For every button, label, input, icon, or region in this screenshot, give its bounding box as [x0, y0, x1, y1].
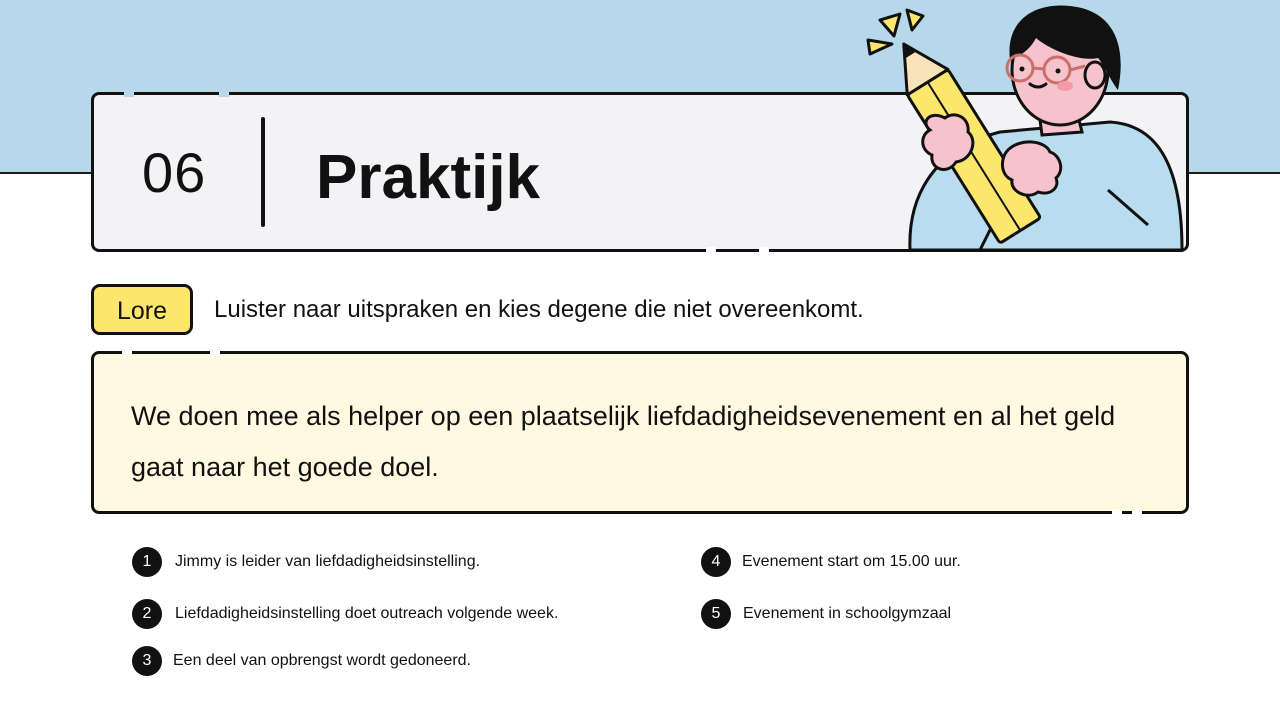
option-number-badge: 4 [701, 547, 731, 577]
title-card-border-gap [759, 247, 769, 253]
exercise-tag: Lore [91, 284, 193, 335]
exercise-instruction: Luister naar uitspraken en kies degene die niet overeenkomt. [214, 296, 864, 323]
passage-card-border-gap [1112, 509, 1122, 515]
passage-text: We doen mee als helper op een plaatselijk liefdadigheidsevenement en al het geld gaat naar het goede doel. [131, 401, 1116, 482]
title-card-border-gap [219, 91, 229, 97]
title-card-border-gap [706, 247, 716, 253]
title-divider [261, 117, 265, 227]
title-card-border-gap [124, 91, 134, 97]
option-text: Een deel van opbrengst wordt gedoneerd. [173, 652, 471, 669]
passage-card-border-gap [210, 350, 220, 356]
option-number-badge: 5 [701, 599, 731, 629]
page-title: Praktijk [316, 143, 541, 212]
option-text: Evenement in schoolgymzaal [743, 605, 952, 622]
passage-card-border-gap [1132, 509, 1142, 515]
passage-card [91, 351, 1189, 514]
passage-card-border-gap [122, 350, 132, 356]
option-number-badge: 2 [132, 599, 162, 629]
option-number-badge: 3 [132, 646, 162, 676]
student-with-pencil-illustration [860, 0, 1190, 252]
lesson-number: 06 [142, 141, 207, 204]
option-text: Liefdadigheidsinstelling doet outreach volgende week. [175, 605, 559, 622]
option-text: Evenement start om 15.00 uur. [742, 553, 961, 570]
option-text: Jimmy is leider van liefdadigheidsinstelling. [175, 553, 481, 570]
option-number-badge: 1 [132, 547, 162, 577]
